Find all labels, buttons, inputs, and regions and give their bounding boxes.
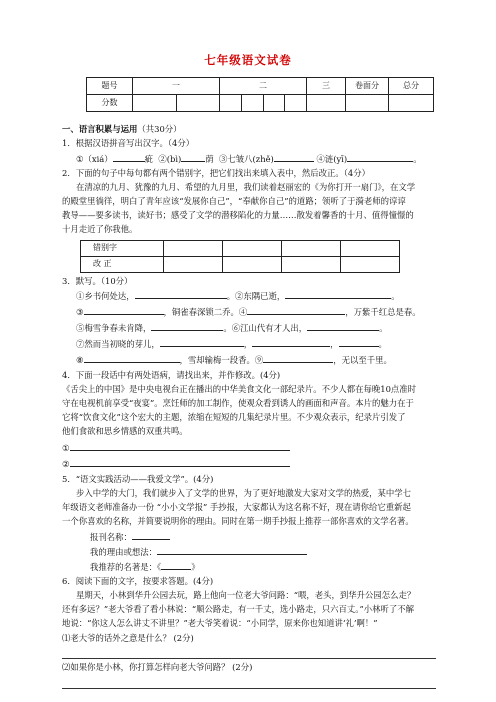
- q2-para-line: 在清凉的九月、犹豫的九月、希望的九月里，我们读着赵丽宏的《为你打开一扇门》，在文学: [76, 182, 416, 192]
- score-blank[interactable]: [346, 95, 389, 112]
- section1-heading: [62, 124, 182, 135]
- q4-para-line: 《舌尖上的中国》是中央电视台正在播出的中华美食文化一部纪录片。不少人都在每晚10点准时: [62, 384, 417, 394]
- q6-stem: 6．阅读下面的文字，按要求答题。(4分): [62, 576, 214, 586]
- typo-label-fix: 改 正: [81, 257, 164, 273]
- score-row-label: 分数: [87, 95, 133, 112]
- answer-blank[interactable]: [307, 322, 379, 331]
- typo-label-wrong: 错别字: [81, 241, 164, 257]
- typo-cell[interactable]: [164, 257, 223, 273]
- score-blank[interactable]: [133, 95, 177, 112]
- q5-name-label: 报刊名称：: [90, 532, 132, 542]
- q3-text: ，: [243, 339, 253, 349]
- answer-blank[interactable]: [285, 290, 391, 299]
- q4-para-line: 它将“饮食文化”这个宏大的主题，浓缩在短短的几集纪录片里。不少观众表示，纪录片引发了: [62, 412, 406, 422]
- answer-blank[interactable]: [263, 354, 333, 363]
- answer-blank[interactable]: [252, 338, 330, 347]
- q3-text: 。: [379, 323, 388, 333]
- score-header-row: [87, 78, 434, 95]
- q5-para-line: 步入中学的大门，我们就步入了文学的世界，为了更好地激发大家对文学的热爱，某中学七: [76, 488, 411, 498]
- score-blank[interactable]: [241, 95, 263, 112]
- q3-text: ⑤梅雪争春未肯降，: [76, 323, 152, 333]
- section1-points: （共30分）: [137, 124, 182, 134]
- typo-row-fix: [81, 257, 400, 273]
- q6-sub1: ⑴老大爷的话外之意是什么？ (2分): [62, 633, 194, 643]
- q3-text: ，雪却输梅一段香。⑨: [179, 355, 264, 365]
- score-table: [86, 77, 434, 112]
- q3-line5: [76, 354, 392, 366]
- q5-book-tail: 》: [191, 562, 200, 572]
- q3-text: ，万紫千红总是春。: [345, 307, 421, 317]
- q3-text: 。: [378, 339, 387, 349]
- score-blank[interactable]: [220, 95, 242, 112]
- q1-stem: 1．根据汉语拼音写出汉字。（4分）: [62, 138, 195, 148]
- q3-line1: [76, 290, 400, 302]
- answer-blank[interactable]: [70, 442, 290, 451]
- q1-item4-tail: 。: [413, 154, 422, 164]
- q3-line3: [76, 322, 388, 334]
- q3-line2: [76, 306, 421, 318]
- typo-cell[interactable]: [341, 257, 400, 273]
- q6-para-line: 星期天，小林到华升公园去玩，路上他向一位老大爷问路：“喂，老头，到华升公园怎么走？: [76, 590, 416, 600]
- answer-blank[interactable]: [181, 153, 205, 162]
- q4-answer2: [62, 458, 290, 470]
- q3-text: ⑧: [76, 355, 84, 365]
- q1-items: [76, 153, 422, 165]
- q2-para-line: 教导——要多读书，读好书；感受了文学的潜移陷化的力量……散发着馨香的十月、值得憧憬的: [62, 210, 414, 220]
- score-blank[interactable]: [285, 95, 307, 112]
- q6-para-line: 地说：“你这人怎么讲丈不讲里？”老大爷笑着说：“小同学，原来你也知道讲‘礼’啊！”: [62, 618, 378, 628]
- q3-text: ①乡书何处达，: [76, 291, 135, 301]
- answer-blank[interactable]: [132, 531, 170, 540]
- q3-text: ⑦然而当初晓的芽儿，: [76, 339, 160, 349]
- typo-cell[interactable]: [282, 257, 341, 273]
- score-cell-part2: 二: [220, 78, 307, 95]
- score-cell-total: 总分: [389, 78, 434, 95]
- q5-para-line: 年级语文老师准备办一份 “小小文学报” 手抄报，大家都认为这名称不好，现在请你给它重新起: [62, 502, 411, 512]
- q4-stem: 4．下面一段话中有两处语病，请找出来，并作修改。(4分): [62, 370, 281, 380]
- exam-title: 七年级语文试卷: [204, 53, 292, 67]
- q5-book-label: 我推荐的名著是：《: [90, 562, 162, 572]
- q2-para-line: 十月走近了你我他。: [62, 224, 138, 234]
- q6-sub2: ⑵如果你是小林，你打算怎样向老大爷问路？ (2分): [62, 662, 253, 672]
- score-cell-label: 题号: [87, 78, 133, 95]
- answer-blank[interactable]: [70, 458, 290, 467]
- q5-reason-line: [90, 546, 307, 558]
- q4-para-line: 守在电视机前享受“夜宴”。烹饪师的加工制作，使观众看到诱人的画面和声音。本片的魅力在于: [62, 398, 414, 408]
- typo-table: [80, 240, 400, 273]
- q3-text: ③: [76, 307, 84, 317]
- q5-reason-label: 我的理由或想法：: [90, 547, 157, 557]
- answer-blank[interactable]: [157, 546, 307, 555]
- q4-answer-label: ①: [62, 443, 70, 453]
- q1-item1-tail: 疵: [144, 154, 154, 164]
- typo-row-wrong: [81, 241, 400, 257]
- q2-para-line: 的殿堂里徜徉，明白了青年应该“发展你自己”，“奉献你自己”的道路；领听了于漪老师的谆谆: [62, 196, 406, 206]
- answer-line[interactable]: [62, 688, 436, 689]
- answer-line[interactable]: [62, 658, 436, 659]
- answer-blank[interactable]: [161, 561, 191, 570]
- q5-book-line: [90, 561, 200, 573]
- answer-blank[interactable]: [160, 338, 244, 347]
- q5-name-line: [90, 531, 170, 543]
- answer-blank[interactable]: [84, 306, 164, 315]
- typo-cell[interactable]: [164, 241, 223, 257]
- q3-stem: 3．默写。（10分）: [62, 276, 133, 286]
- typo-cell[interactable]: [282, 241, 341, 257]
- q1-item2-tail: 荫: [205, 154, 214, 164]
- answer-blank[interactable]: [339, 338, 379, 347]
- answer-blank[interactable]: [84, 354, 180, 363]
- score-cell-part1: 一: [133, 78, 220, 95]
- q3-text: ，无以至千里。: [333, 355, 392, 365]
- answer-blank[interactable]: [274, 153, 314, 162]
- q1-item4: ④涟(yī): [316, 154, 348, 164]
- score-cell-neatness: 卷面分: [346, 78, 389, 95]
- q3-line4: [76, 338, 387, 350]
- answer-blank[interactable]: [113, 153, 145, 162]
- section1-title: 一、语言积累与运用: [62, 124, 138, 134]
- q4-answer-label: ②: [62, 459, 70, 469]
- q6-para-line: 还有多远？”老大爷看了看小林说：“顺公路走，有一千丈，选小路走，只六百丈。”小林听了不解: [62, 604, 415, 614]
- score-blank[interactable]: [389, 95, 434, 112]
- answer-blank[interactable]: [151, 322, 223, 331]
- answer-blank[interactable]: [347, 153, 413, 162]
- score-cell-part3: 三: [307, 78, 346, 95]
- q1-item1: ①（xiá）: [76, 154, 113, 164]
- answer-blank[interactable]: [247, 306, 345, 315]
- typo-cell[interactable]: [341, 241, 400, 257]
- q4-para-line: 他们食欲和思乡情感的双重共鸣。: [62, 426, 188, 436]
- q3-text: 。: [391, 291, 400, 301]
- typo-cell[interactable]: [223, 257, 282, 273]
- q3-text: ，铜雀春深锁二乔。④: [163, 307, 248, 317]
- q3-text: 。②东隅已逝，: [226, 291, 286, 301]
- q3-text: 。⑥江山代有才人出，: [223, 323, 308, 333]
- q4-answer1: [62, 442, 290, 454]
- q1-item2: ②(bì): [158, 154, 182, 164]
- q3-text: ，: [330, 339, 339, 349]
- answer-blank[interactable]: [135, 290, 227, 299]
- typo-cell[interactable]: [223, 241, 282, 257]
- q1-item3: ③七皱八(zhě): [219, 154, 274, 164]
- score-blank[interactable]: [263, 95, 285, 112]
- q5-para-line: 一个你喜欢的名称，并简要说明你的理由。同时在第一期手抄报上推荐一部你喜欢的文学名著。: [62, 516, 414, 526]
- q2-stem: 2．下面的句子中每句都有两个错别字，把它们找出来填入表中，然后改正。（4分）: [62, 168, 370, 178]
- q5-stem: 5．“语文实践活动——我爱文学”。(4分): [62, 474, 214, 484]
- score-value-row: [87, 95, 434, 112]
- score-blank[interactable]: [176, 95, 220, 112]
- score-blank[interactable]: [307, 95, 346, 112]
